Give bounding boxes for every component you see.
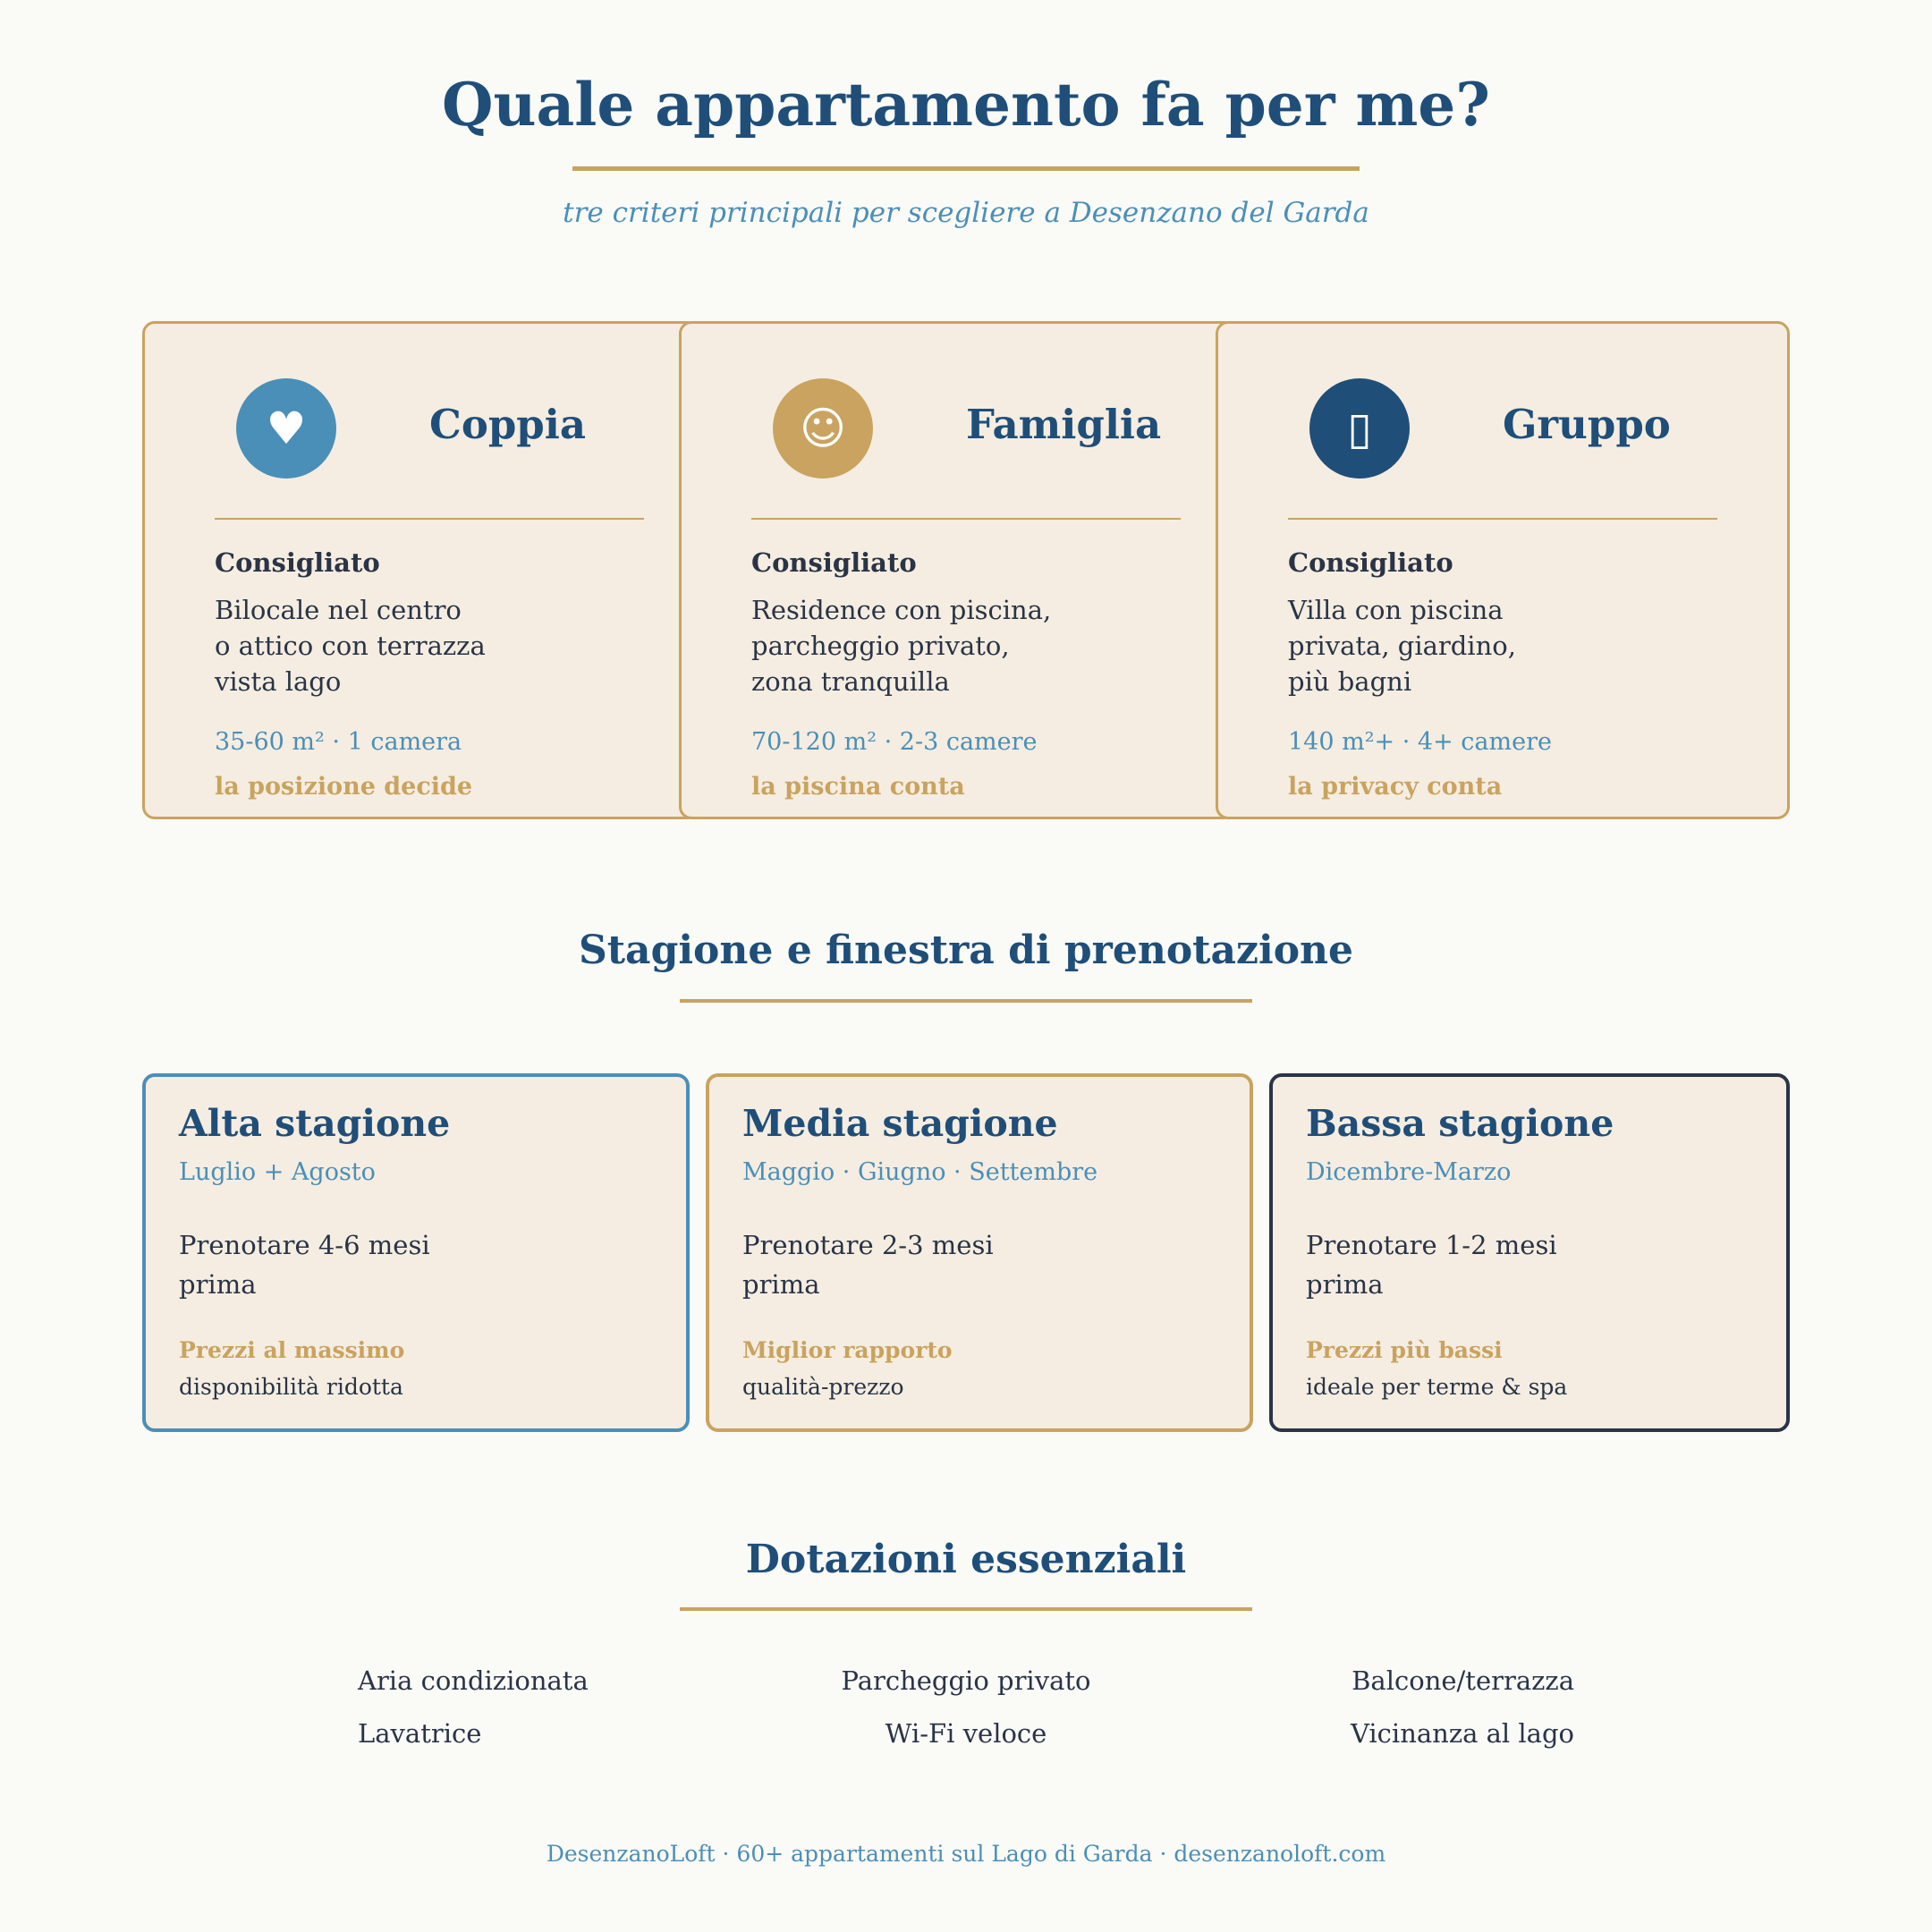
amenity-item: Wi-Fi veloce [885, 1718, 1047, 1749]
section-title-seasons: Stagione e finestra di prenotazione [578, 928, 1354, 973]
amenity-item: Lavatrice [358, 1718, 482, 1749]
smiley-icon: ☺ [773, 378, 873, 479]
season-detail: disponibilità ridotta [179, 1374, 403, 1400]
page-subtitle: tre criteri principali per scegliere a Desenzano del Garda [563, 197, 1369, 229]
amenity-item: Parcheggio privato [841, 1665, 1091, 1696]
profile-note: la posizione decide [215, 773, 473, 801]
section-divider [680, 999, 1252, 1003]
season-highlight: Prezzi più bassi [1306, 1337, 1503, 1363]
profile-label: Consigliato [751, 547, 917, 578]
profile-note: la privacy conta [1288, 773, 1503, 801]
season-highlight: Prezzi al massimo [179, 1337, 405, 1363]
profile-title: Coppia [429, 401, 587, 448]
profile-stats: 70-120 m² · 2-3 camere [751, 728, 1038, 756]
profile-label: Consigliato [1288, 547, 1453, 578]
profile-description: Villa con piscina privata, giardino, più bagni [1288, 595, 1516, 697]
profile-description: Residence con piscina, parcheggio privato, zona tranquilla [751, 595, 1052, 697]
profile-stats: 35-60 m² · 1 camera [215, 728, 462, 756]
amenity-item: Balcone/terrazza [1352, 1665, 1574, 1696]
footer-text: DesenzanoLoft · 60+ appartamenti sul Lago di Garda · desenzanoloft.com [546, 1841, 1386, 1867]
season-booking: Prenotare 4-6 mesi prima [179, 1230, 430, 1300]
profile-label: Consigliato [215, 547, 380, 578]
profile-title: Gruppo [1503, 401, 1671, 448]
season-title: Bassa stagione [1306, 1102, 1614, 1145]
season-months: Dicembre-Marzo [1306, 1158, 1512, 1186]
profile-note: la piscina conta [751, 773, 965, 801]
title-divider [572, 166, 1360, 171]
page-title: Quale appartamento fa per me? [442, 70, 1490, 140]
section-title-amenities: Dotazioni essenziali [745, 1537, 1187, 1582]
profile-divider [215, 518, 644, 520]
season-highlight: Miglior rapporto [742, 1337, 953, 1363]
profile-description: Bilocale nel centro o attico con terrazza vista lago [215, 595, 486, 697]
profile-divider [751, 518, 1181, 520]
season-booking: Prenotare 2-3 mesi prima [742, 1230, 994, 1300]
season-months: Maggio · Giugno · Settembre [742, 1158, 1098, 1186]
season-months: Luglio + Agosto [179, 1158, 376, 1186]
heart-icon: ♥ [236, 378, 336, 479]
profile-title: Famiglia [966, 401, 1162, 448]
section-divider [680, 1607, 1252, 1611]
amenity-item: Aria condizionata [358, 1665, 589, 1696]
season-title: Media stagione [742, 1102, 1058, 1145]
amenity-item: Vicinanza al lago [1350, 1718, 1574, 1749]
season-booking: Prenotare 1-2 mesi prima [1306, 1230, 1557, 1300]
season-detail: ideale per terme & spa [1306, 1374, 1568, 1400]
group-icon: ▯ [1309, 378, 1410, 479]
season-title: Alta stagione [179, 1102, 451, 1145]
profile-stats: 140 m²+ · 4+ camere [1288, 728, 1552, 756]
season-detail: qualità-prezzo [742, 1374, 904, 1400]
profile-divider [1288, 518, 1717, 520]
